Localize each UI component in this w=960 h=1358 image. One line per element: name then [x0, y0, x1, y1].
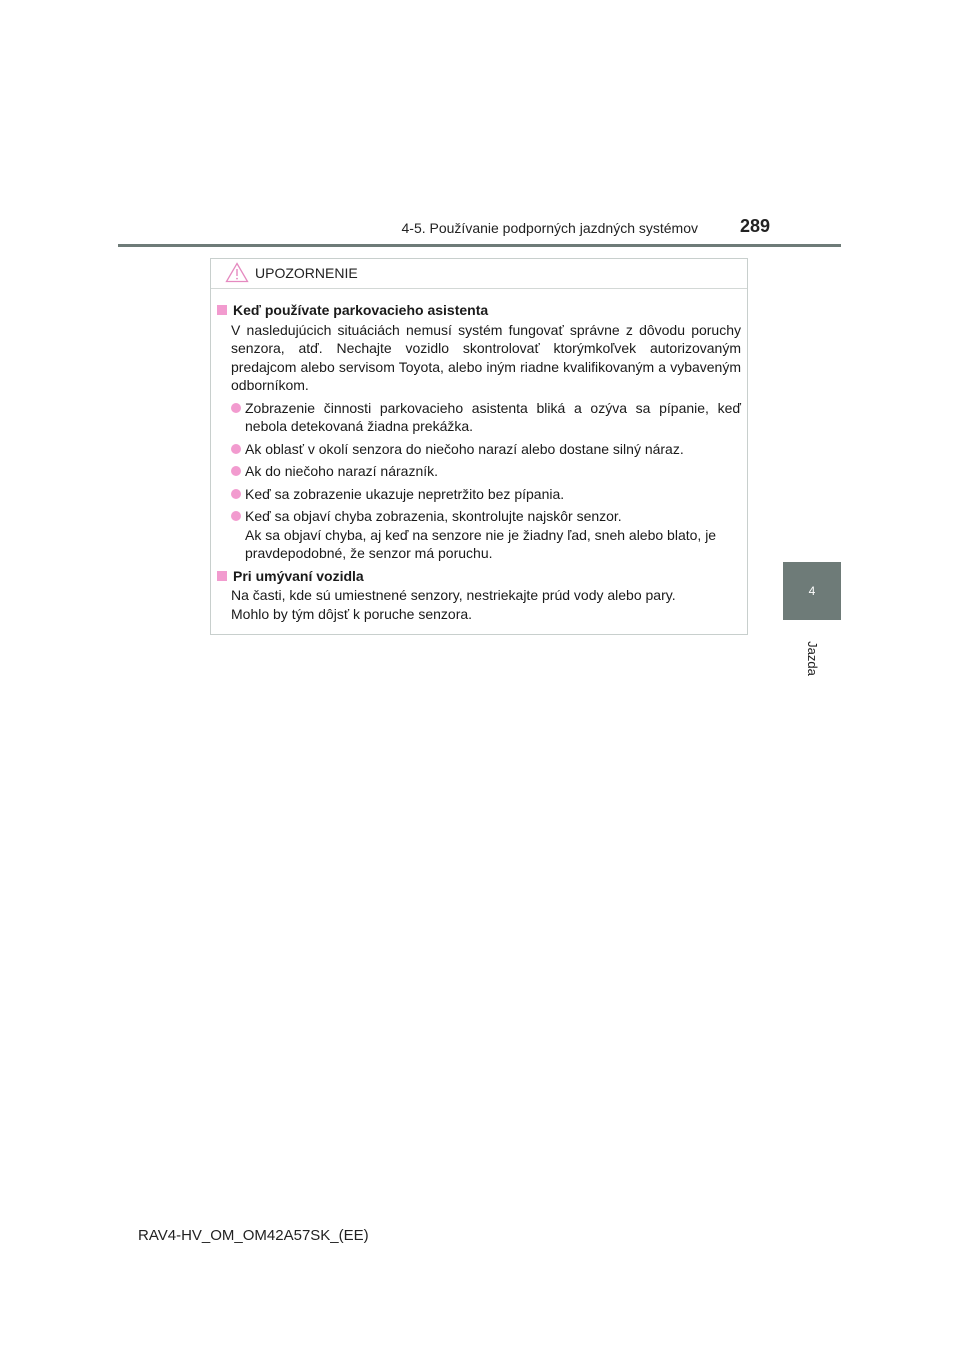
header-rule — [118, 244, 841, 247]
warning-header — [211, 259, 747, 289]
list-item-line: Ak sa objaví chyba, aj keď na senzore nie je žiadny ľad, sneh alebo blato, je pravdepodobné, že senzor má poruchu. — [245, 526, 717, 561]
section-heading-text: Pri umývaní vozidla — [233, 567, 364, 584]
section-paragraph — [217, 586, 741, 623]
section-heading — [217, 567, 741, 586]
list-item — [217, 399, 741, 436]
list-item — [217, 485, 741, 504]
list-item-text: Ak do niečoho narazí nárazník. — [245, 463, 439, 479]
list-item — [217, 507, 741, 563]
list-item-text — [245, 507, 741, 563]
warning-body — [211, 289, 747, 623]
round-bullet-icon — [231, 466, 241, 476]
round-bullet-icon — [231, 511, 241, 521]
chapter-label-text: Jazda — [804, 640, 820, 676]
warning-triangle-icon — [225, 262, 249, 283]
manual-code: RAV4-HV_OM_OM42A57SK_(EE) — [138, 1227, 369, 1244]
round-bullet-icon — [231, 489, 241, 499]
section-heading-text: Keď používate parkovacieho asistenta — [233, 302, 489, 318]
chapter-number: 4 — [808, 584, 816, 598]
list-item-line: Keď sa objaví chyba zobrazenia, skontrolujte najskôr senzor. — [245, 508, 622, 524]
list-item — [217, 462, 741, 481]
section-paragraph: V nasledujúcich situáciách nemusí systém fungovať správne z dôvodu poruchy senzora, atď. Nechajte vozidlo skontrolovať ktorýmkoľvek autorizovaným predajcom alebo servisom Toyota, alebo iným riadne kvalifikovaným a vybaveným odborníkom. — [231, 321, 741, 393]
paragraph-line: Na časti, kde sú umiestnené senzory, nestriekajte prúd vody alebo pary. — [231, 587, 676, 603]
warning-box — [210, 258, 748, 635]
section-title: 4-5. Používanie podporných jazdných systémov — [401, 220, 698, 236]
square-bullet-icon — [217, 305, 227, 315]
list-item-text: Keď sa zobrazenie ukazuje nepretržito bez pípania. — [245, 485, 565, 502]
list-item-text: Zobrazenie činnosti parkovacieho asistenta bliká a ozýva sa pípanie, keď nebola detekovaná žiadna prekážka. — [245, 399, 741, 434]
list-item-text: Ak oblasť v okolí senzora do niečoho narazí alebo dostane silný náraz. — [245, 440, 684, 457]
round-bullet-icon — [231, 403, 241, 413]
page-number: 289 — [740, 216, 771, 236]
section-heading — [217, 301, 741, 320]
chapter-tab — [783, 562, 841, 620]
round-bullet-icon — [231, 444, 241, 454]
list-item — [217, 440, 741, 459]
warning-title: UPOZORNENIE — [255, 265, 358, 281]
square-bullet-icon — [217, 571, 227, 581]
chapter-label — [783, 628, 841, 688]
paragraph-line: Mohlo by tým dôjsť k poruche senzora. — [231, 605, 473, 622]
